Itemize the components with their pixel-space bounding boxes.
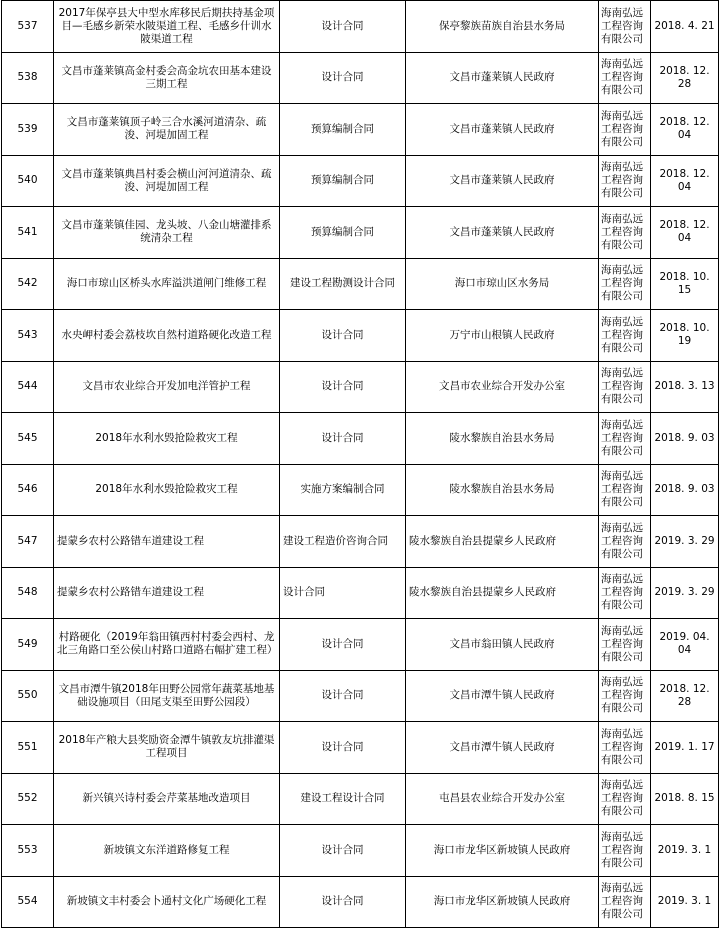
- contract-type: 实施方案编制合同: [280, 464, 406, 516]
- table-row: [2, 876, 719, 928]
- project-name: 文昌市农业综合开发加电洋管护工程: [54, 361, 280, 413]
- table-row: [2, 773, 719, 825]
- row-number: 549: [2, 619, 54, 671]
- client-name: 陵水黎族自治县水务局: [406, 464, 599, 516]
- contract-date: 2018. 4. 21: [651, 1, 719, 53]
- contract-date: 2018. 8. 15: [651, 773, 719, 825]
- client-name: 文昌市农业综合开发办公室: [406, 361, 599, 413]
- contract-date: 2019. 3. 29: [651, 567, 719, 619]
- contracts-table: [1, 0, 719, 928]
- firm-name: 海南弘远工程咨询有限公司: [599, 52, 651, 104]
- contract-date: 2018. 12. 28: [651, 670, 719, 722]
- contract-type: 设计合同: [280, 825, 406, 877]
- firm-name: 海南弘远工程咨询有限公司: [599, 310, 651, 362]
- project-name: 文昌市潭牛镇2018年田野公园常年蔬菜基地基础设施项目（田尾支渠至田野公园段）: [54, 670, 280, 722]
- firm-name: 海南弘远工程咨询有限公司: [599, 722, 651, 774]
- firm-name: 海南弘远工程咨询有限公司: [599, 825, 651, 877]
- firm-name: 海南弘远工程咨询有限公司: [599, 155, 651, 207]
- project-name: 2017年保亭县大中型水库移民后期扶持基金项目—毛感乡新荣水陂渠道工程、毛感乡什训水陂渠道工程: [54, 1, 280, 53]
- contract-type: 设计合同: [280, 310, 406, 362]
- project-name: 新坡镇文丰村委会卜通村文化广场硬化工程: [54, 876, 280, 928]
- firm-name: 海南弘远工程咨询有限公司: [599, 361, 651, 413]
- firm-name: 海南弘远工程咨询有限公司: [599, 413, 651, 465]
- contract-date: 2018. 12. 04: [651, 104, 719, 156]
- table-row: [2, 516, 719, 568]
- project-name: 文昌市蓬莱镇典昌村委会横山河河道清杂、疏浚、河堤加固工程: [54, 155, 280, 207]
- row-number: 551: [2, 722, 54, 774]
- firm-name: 海南弘远工程咨询有限公司: [599, 876, 651, 928]
- contract-type: 建设工程勘测设计合同: [280, 258, 406, 310]
- firm-name: 海南弘远工程咨询有限公司: [599, 619, 651, 671]
- table-row: [2, 1, 719, 53]
- table-row: [2, 361, 719, 413]
- contract-type: 设计合同: [280, 670, 406, 722]
- row-number: 544: [2, 361, 54, 413]
- client-name: 文昌市蓬莱镇人民政府: [406, 207, 599, 259]
- client-name: 陵水黎族自治县提蒙乡人民政府: [406, 567, 599, 619]
- project-name: 新兴镇兴诗村委会芹菜基地改造项目: [54, 773, 280, 825]
- row-number: 540: [2, 155, 54, 207]
- row-number: 552: [2, 773, 54, 825]
- row-number: 543: [2, 310, 54, 362]
- client-name: 保亭黎族苗族自治县水务局: [406, 1, 599, 53]
- client-name: 文昌市蓬莱镇人民政府: [406, 155, 599, 207]
- contract-type: 设计合同: [280, 619, 406, 671]
- contract-type: 设计合同: [280, 567, 406, 619]
- contract-type: 预算编制合同: [280, 155, 406, 207]
- project-name: 2018年水利水毁抢险救灾工程: [54, 413, 280, 465]
- table-row: [2, 104, 719, 156]
- client-name: 陵水黎族自治县水务局: [406, 413, 599, 465]
- firm-name: 海南弘远工程咨询有限公司: [599, 567, 651, 619]
- firm-name: 海南弘远工程咨询有限公司: [599, 670, 651, 722]
- row-number: 546: [2, 464, 54, 516]
- client-name: 海口市龙华区新坡镇人民政府: [406, 876, 599, 928]
- table-row: [2, 619, 719, 671]
- row-number: 554: [2, 876, 54, 928]
- row-number: 553: [2, 825, 54, 877]
- contract-date: 2018. 10. 15: [651, 258, 719, 310]
- row-number: 545: [2, 413, 54, 465]
- table-row: [2, 825, 719, 877]
- contract-date: 2019. 3. 1: [651, 825, 719, 877]
- table-row: [2, 567, 719, 619]
- firm-name: 海南弘远工程咨询有限公司: [599, 1, 651, 53]
- contract-date: 2019. 3. 29: [651, 516, 719, 568]
- firm-name: 海南弘远工程咨询有限公司: [599, 773, 651, 825]
- contract-type: 建设工程设计合同: [280, 773, 406, 825]
- contract-type: 设计合同: [280, 722, 406, 774]
- firm-name: 海南弘远工程咨询有限公司: [599, 258, 651, 310]
- contract-type: 设计合同: [280, 413, 406, 465]
- project-name: 文昌市蓬莱镇顶子岭三合水溪河道清杂、疏浚、河堤加固工程: [54, 104, 280, 156]
- project-name: 新坡镇文东洋道路修复工程: [54, 825, 280, 877]
- table-row: [2, 52, 719, 104]
- contract-date: 2018. 9. 03: [651, 413, 719, 465]
- table-row: [2, 310, 719, 362]
- project-name: 海口市琼山区桥头水库溢洪道闸门维修工程: [54, 258, 280, 310]
- client-name: 文昌市翁田镇人民政府: [406, 619, 599, 671]
- contract-type: 预算编制合同: [280, 104, 406, 156]
- table-row: [2, 464, 719, 516]
- contract-date: 2018. 10. 19: [651, 310, 719, 362]
- contract-type: 预算编制合同: [280, 207, 406, 259]
- client-name: 文昌市潭牛镇人民政府: [406, 722, 599, 774]
- contract-type: 设计合同: [280, 876, 406, 928]
- firm-name: 海南弘远工程咨询有限公司: [599, 516, 651, 568]
- table-row: [2, 413, 719, 465]
- client-name: 陵水黎族自治县提蒙乡人民政府: [406, 516, 599, 568]
- contract-type: 设计合同: [280, 1, 406, 53]
- row-number: 541: [2, 207, 54, 259]
- project-name: 水央岬村委会荔枝坎自然村道路硬化改造工程: [54, 310, 280, 362]
- contract-type: 建设工程造价咨询合同: [280, 516, 406, 568]
- row-number: 539: [2, 104, 54, 156]
- contract-type: 设计合同: [280, 361, 406, 413]
- row-number: 542: [2, 258, 54, 310]
- contract-date: 2018. 12. 28: [651, 52, 719, 104]
- table-row: [2, 722, 719, 774]
- contract-date: 2018. 9. 03: [651, 464, 719, 516]
- table-row: [2, 670, 719, 722]
- client-name: 海口市龙华区新坡镇人民政府: [406, 825, 599, 877]
- row-number: 537: [2, 1, 54, 53]
- project-name: 2018年水利水毁抢险救灾工程: [54, 464, 280, 516]
- row-number: 550: [2, 670, 54, 722]
- client-name: 文昌市蓬莱镇人民政府: [406, 104, 599, 156]
- project-name: 提蒙乡农村公路错车道建设工程: [54, 567, 280, 619]
- contract-date: 2018. 12. 04: [651, 207, 719, 259]
- client-name: 海口市琼山区水务局: [406, 258, 599, 310]
- project-name: 文昌市蓬莱镇佳园、龙头坡、八金山塘灌排系统清杂工程: [54, 207, 280, 259]
- table-row: [2, 155, 719, 207]
- client-name: 文昌市潭牛镇人民政府: [406, 670, 599, 722]
- row-number: 547: [2, 516, 54, 568]
- project-name: 2018年产粮大县奖励资金潭牛镇敦友坑排灌渠工程项目: [54, 722, 280, 774]
- contract-date: 2019. 04. 04: [651, 619, 719, 671]
- client-name: 文昌市蓬莱镇人民政府: [406, 52, 599, 104]
- project-name: 提蒙乡农村公路错车道建设工程: [54, 516, 280, 568]
- table-row: [2, 207, 719, 259]
- firm-name: 海南弘远工程咨询有限公司: [599, 464, 651, 516]
- client-name: 万宁市山根镇人民政府: [406, 310, 599, 362]
- row-number: 538: [2, 52, 54, 104]
- contract-date: 2018. 12. 04: [651, 155, 719, 207]
- contract-date: 2019. 3. 1: [651, 876, 719, 928]
- contract-type: 设计合同: [280, 52, 406, 104]
- firm-name: 海南弘远工程咨询有限公司: [599, 104, 651, 156]
- table-row: [2, 258, 719, 310]
- row-number: 548: [2, 567, 54, 619]
- firm-name: 海南弘远工程咨询有限公司: [599, 207, 651, 259]
- client-name: 屯昌县农业综合开发办公室: [406, 773, 599, 825]
- contract-date: 2019. 1. 17: [651, 722, 719, 774]
- project-name: 村路硬化（2019年翁田镇西村村委会西村、龙北三角路口至公侯山村路口道路右幅扩建工程）: [54, 619, 280, 671]
- contract-date: 2018. 3. 13: [651, 361, 719, 413]
- project-name: 文昌市蓬莱镇高金村委会高金坑农田基本建设三期工程: [54, 52, 280, 104]
